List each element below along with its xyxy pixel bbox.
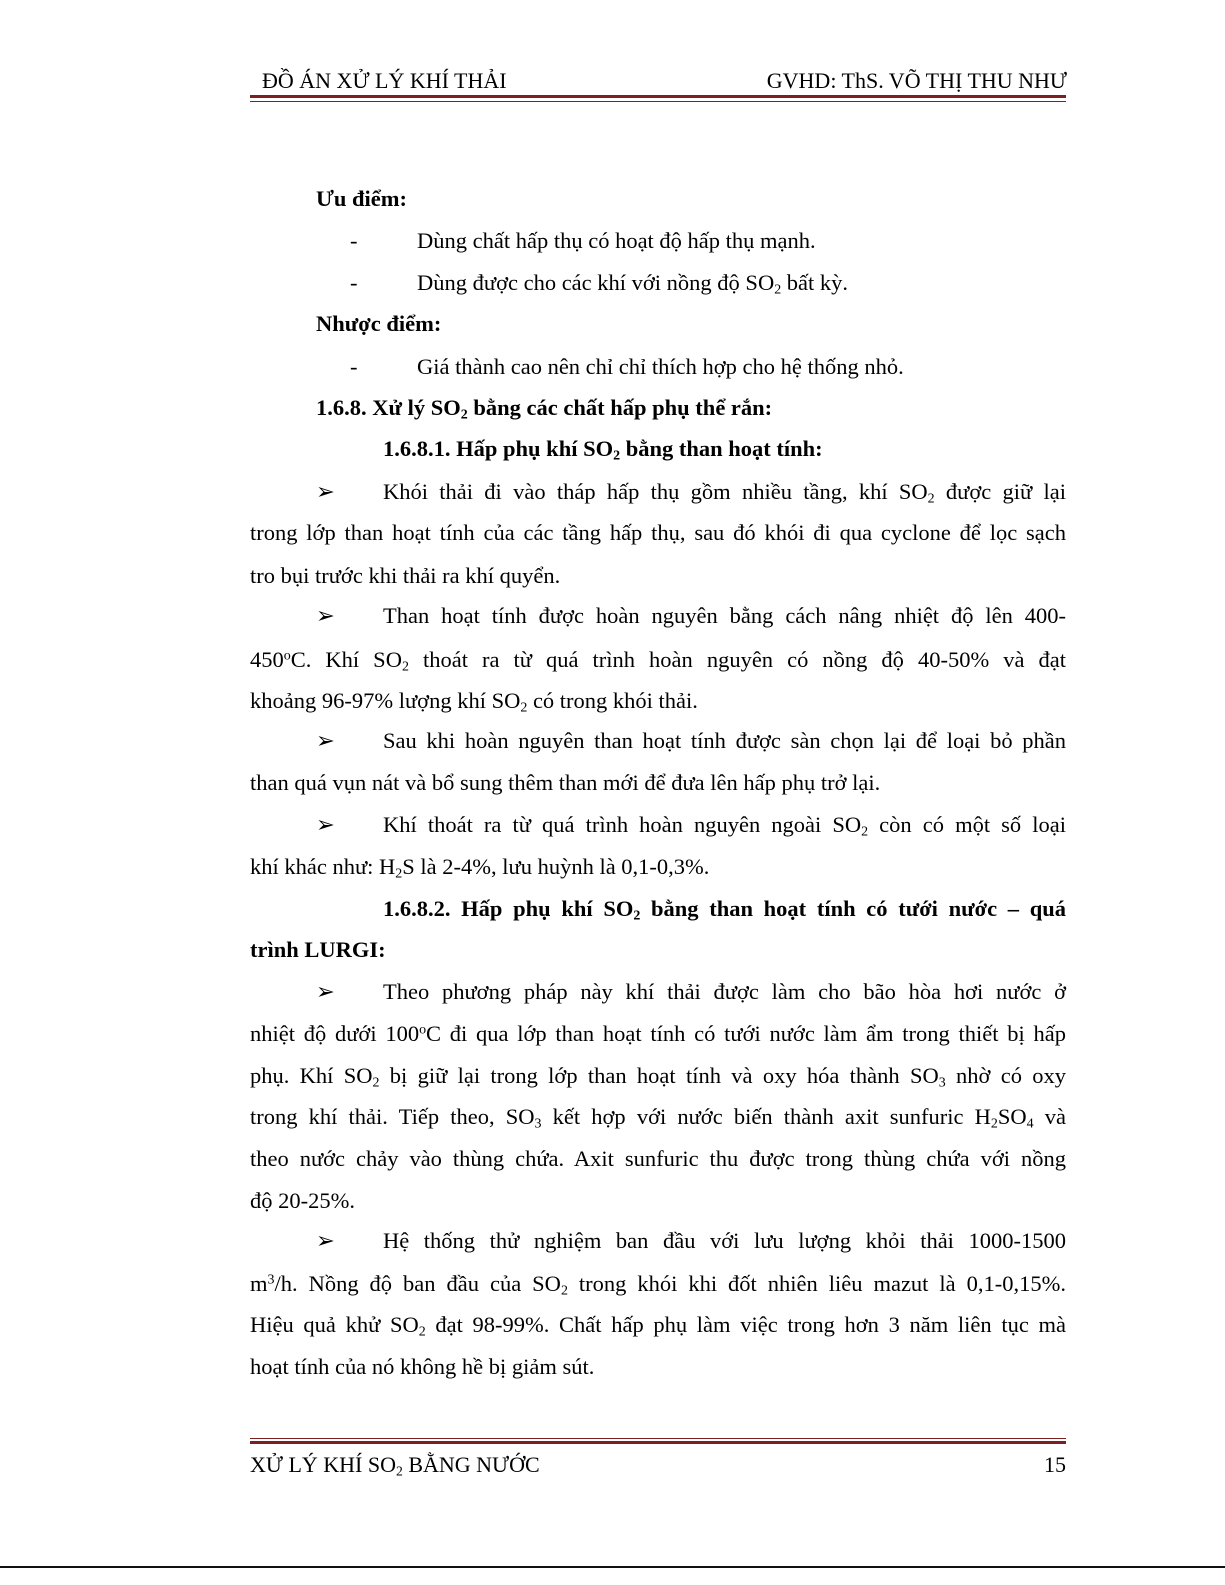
paragraph-line: Hiệu quả khử $SO_2$ đạt 98-99%. Chất hấp phụ làm việc trong hơn 3 năm liên tục mà bbox=[250, 1312, 1066, 1340]
bullet-dash: - bbox=[350, 270, 358, 295]
arrow-bullet-icon: ➢ bbox=[316, 979, 335, 1004]
paragraph-line: tro bụi trước khi thải ra khí quyển. bbox=[250, 563, 561, 588]
paragraph-line: trong khí thải. Tiếp theo, $SO_3$ kết hợp với nước biến thành axit sunfuric $H_2SO_4$ và bbox=[250, 1104, 1066, 1132]
bullet-dash: - bbox=[350, 228, 358, 253]
arrow-bullet-icon: ➢ bbox=[316, 479, 335, 504]
arrow-bullet-icon: ➢ bbox=[316, 728, 335, 753]
bottom-edge-line bbox=[0, 1566, 1225, 1568]
section-heading-1-6-8: 1.6.8. Xử lý $SO_2$ bằng các chất hấp phụ thể rắn: bbox=[316, 395, 773, 423]
arrow-bullet-icon: ➢ bbox=[316, 1228, 335, 1253]
header-rule-thin bbox=[250, 101, 1066, 102]
paragraph-line: Sau khi hoàn nguyên than hoạt tính được sàn chọn lại để loại bỏ phần bbox=[383, 728, 1066, 753]
paragraph-line: $m^3/h$. Nồng độ ban đầu của $SO_2$ trong khói khi đốt nhiên liêu mazut là 0,1-0,15%. bbox=[250, 1271, 1066, 1299]
paragraph-line: phụ. Khí $SO_2$ bị giữ lại trong lớp than hoạt tính và oxy hóa thành $SO_3$ nhờ có oxy bbox=[250, 1063, 1067, 1091]
paragraph-line: Theo phương pháp này khí thải được làm cho bão hòa hơi nước ở bbox=[383, 979, 1066, 1004]
footer-rule-thick bbox=[250, 1441, 1066, 1444]
paragraph-line: Than hoạt tính được hoàn nguyên bằng cách nâng nhiệt độ lên 400- bbox=[383, 603, 1066, 628]
header-supervisor: GVHD: ThS. VÕ THỊ THU NHƯ bbox=[766, 68, 1067, 93]
paragraph-line: theo nước chảy vào thùng chứa. Axit sunfuric thu được trong thùng chứa với nồng bbox=[250, 1146, 1066, 1171]
advantage-item: Dùng được cho các khí với nồng độ $SO_2$ bất kỳ. bbox=[417, 270, 849, 298]
arrow-bullet-icon: ➢ bbox=[316, 603, 335, 628]
paragraph-line: độ 20-25%. bbox=[250, 1188, 355, 1213]
paragraph-line: khoảng 96-97% lượng khí $SO_2$ có trong khói thải. bbox=[250, 688, 698, 716]
section-heading-1-6-8-2-cont: trình LURGI: bbox=[250, 937, 386, 962]
paragraph-line: Khí thoát ra từ quá trình hoàn nguyên ngoài $SO_2$ còn có một số loại bbox=[383, 812, 1066, 840]
paragraph-line: Khói thải đi vào tháp hấp thụ gồm nhiều tầng, khí $SO_2$ được giữ lại bbox=[383, 479, 1066, 507]
arrow-bullet-icon: ➢ bbox=[316, 812, 335, 837]
paragraph-line: trong lớp than hoạt tính của các tầng hấp thụ, sau đó khói đi qua cyclone để lọc sạch bbox=[250, 520, 1066, 545]
section-heading-1-6-8-2: 1.6.8.2. Hấp phụ khí $SO_2$ bằng than hoạt tính có tưới nước – quá bbox=[383, 896, 1066, 924]
bullet-dash: - bbox=[350, 354, 358, 379]
paragraph-line: khí khác như: $H_2S$ là 2-4%, lưu huỳnh là 0,1-0,3%. bbox=[250, 854, 710, 882]
paragraph-line: Hệ thống thử nghiệm ban đầu với lưu lượng khỏi thải 1000-1500 bbox=[383, 1228, 1066, 1253]
header-title: ĐỒ ÁN XỬ LÝ KHÍ THẢI bbox=[262, 68, 507, 93]
footer-title: XỬ LÝ KHÍ $SO_2$ BẰNG NƯỚC bbox=[250, 1452, 540, 1479]
section-heading-1-6-8-1: 1.6.8.1. Hấp phụ khí $SO_2$ bằng than hoạt tính: bbox=[383, 436, 823, 464]
paragraph-line: nhiệt độ dưới 100$^o$C đi qua lớp than hoạt tính có tưới nước làm ẩm trong thiết bị hấp bbox=[250, 1021, 1066, 1046]
paragraph-line: 450$^o$C. Khí $SO_2$ thoát ra từ quá trình hoàn nguyên có nồng độ 40-50% và đạt bbox=[250, 647, 1066, 675]
disadvantage-item: Giá thành cao nên chỉ chỉ thích hợp cho hệ thống nhỏ. bbox=[417, 354, 904, 379]
paragraph-line: hoạt tính của nó không hề bị giảm sút. bbox=[250, 1354, 595, 1379]
advantages-title: Ưu điểm: bbox=[316, 186, 408, 211]
disadvantages-title: Nhược điểm: bbox=[316, 311, 442, 336]
page-number: 15 bbox=[1044, 1452, 1066, 1477]
paragraph-line: than quá vụn nát và bổ sung thêm than mới để đưa lên hấp phụ trở lại. bbox=[250, 770, 881, 795]
header-rule-thick bbox=[250, 95, 1066, 98]
advantage-item: Dùng chất hấp thụ có hoạt độ hấp thụ mạnh. bbox=[417, 228, 816, 253]
footer-rule-thin bbox=[250, 1438, 1066, 1439]
